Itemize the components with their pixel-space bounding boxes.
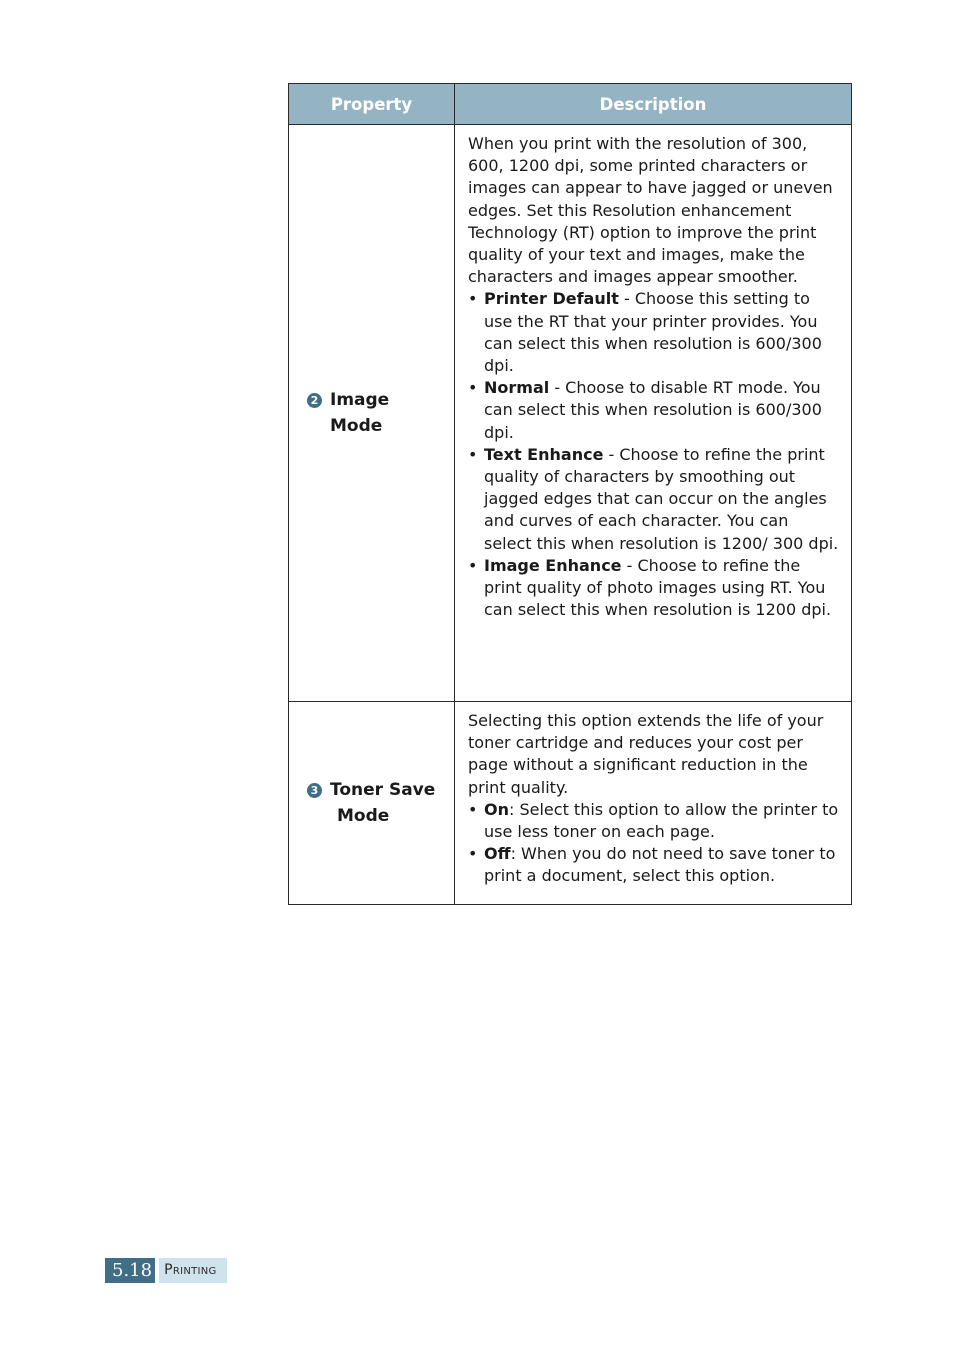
table-row (289, 702, 852, 905)
option-text: - Choose to refine the print quality of characters by smoothing out jagged edges that can occur on the angles and curves of each character. You can select this when resolution is 1200/ 300 dpi. (484, 444, 839, 553)
option-item (468, 799, 839, 843)
description-intro: Selecting this option extends the life of your toner cartridge and reduces your cost per page without a significant reduction in the print quality. (468, 711, 824, 797)
table-header-row (289, 84, 852, 125)
property-cell (289, 125, 455, 702)
header-description: Description (455, 84, 852, 125)
option-term: On (484, 799, 509, 819)
page-footer (105, 1258, 227, 1283)
section-title: Printing (159, 1258, 227, 1283)
option-item (468, 377, 839, 444)
option-text: : When you do not need to save toner to print a document, select this option. (484, 844, 836, 886)
option-item (468, 843, 839, 887)
option-list (468, 799, 839, 888)
table-row (289, 125, 852, 702)
option-item (468, 555, 839, 622)
property-name-line: Toner Save (330, 780, 436, 800)
property-name-line: Mode (330, 416, 383, 436)
description-intro: When you print with the resolution of 300, 600, 1200 dpi, some printed characters or images can appear to have jagged or uneven edges. Set this Resolution enhancement Technology (RT) option to improve the print quality of your text and images, make the characters and images appear smoother. (468, 134, 833, 287)
option-text: - Choose to refine the print quality of photo images using RT. You can select this when resolution is 1200 dpi. (484, 555, 832, 620)
option-text: - Choose this setting to use the RT that your printer provides. You can select this when resolution is 600/300 dpi. (484, 289, 822, 376)
option-term: Image Enhance (484, 555, 622, 575)
option-text: - Choose to disable RT mode. You can select this when resolution is 600/300 dpi. (484, 378, 822, 442)
option-term: Text Enhance (484, 444, 604, 464)
number-3-badge-icon: 3 (307, 783, 322, 798)
description-cell (455, 702, 852, 905)
option-text: : Select this option to allow the printer to use less toner on each page. (484, 799, 839, 842)
header-property: Property (289, 84, 455, 125)
option-item (468, 288, 839, 377)
property-name-line: Mode (337, 806, 390, 826)
page-number: 5.18 (105, 1258, 155, 1283)
property-name-line: Image (330, 390, 390, 410)
option-item (468, 444, 839, 555)
description-cell (455, 125, 852, 702)
option-list (468, 288, 839, 621)
option-term: Off (484, 844, 511, 864)
number-2-badge-icon: 2 (307, 393, 322, 408)
option-term: Normal (484, 378, 550, 398)
property-table (288, 83, 852, 905)
option-term: Printer Default (484, 289, 619, 309)
property-cell (289, 702, 455, 905)
